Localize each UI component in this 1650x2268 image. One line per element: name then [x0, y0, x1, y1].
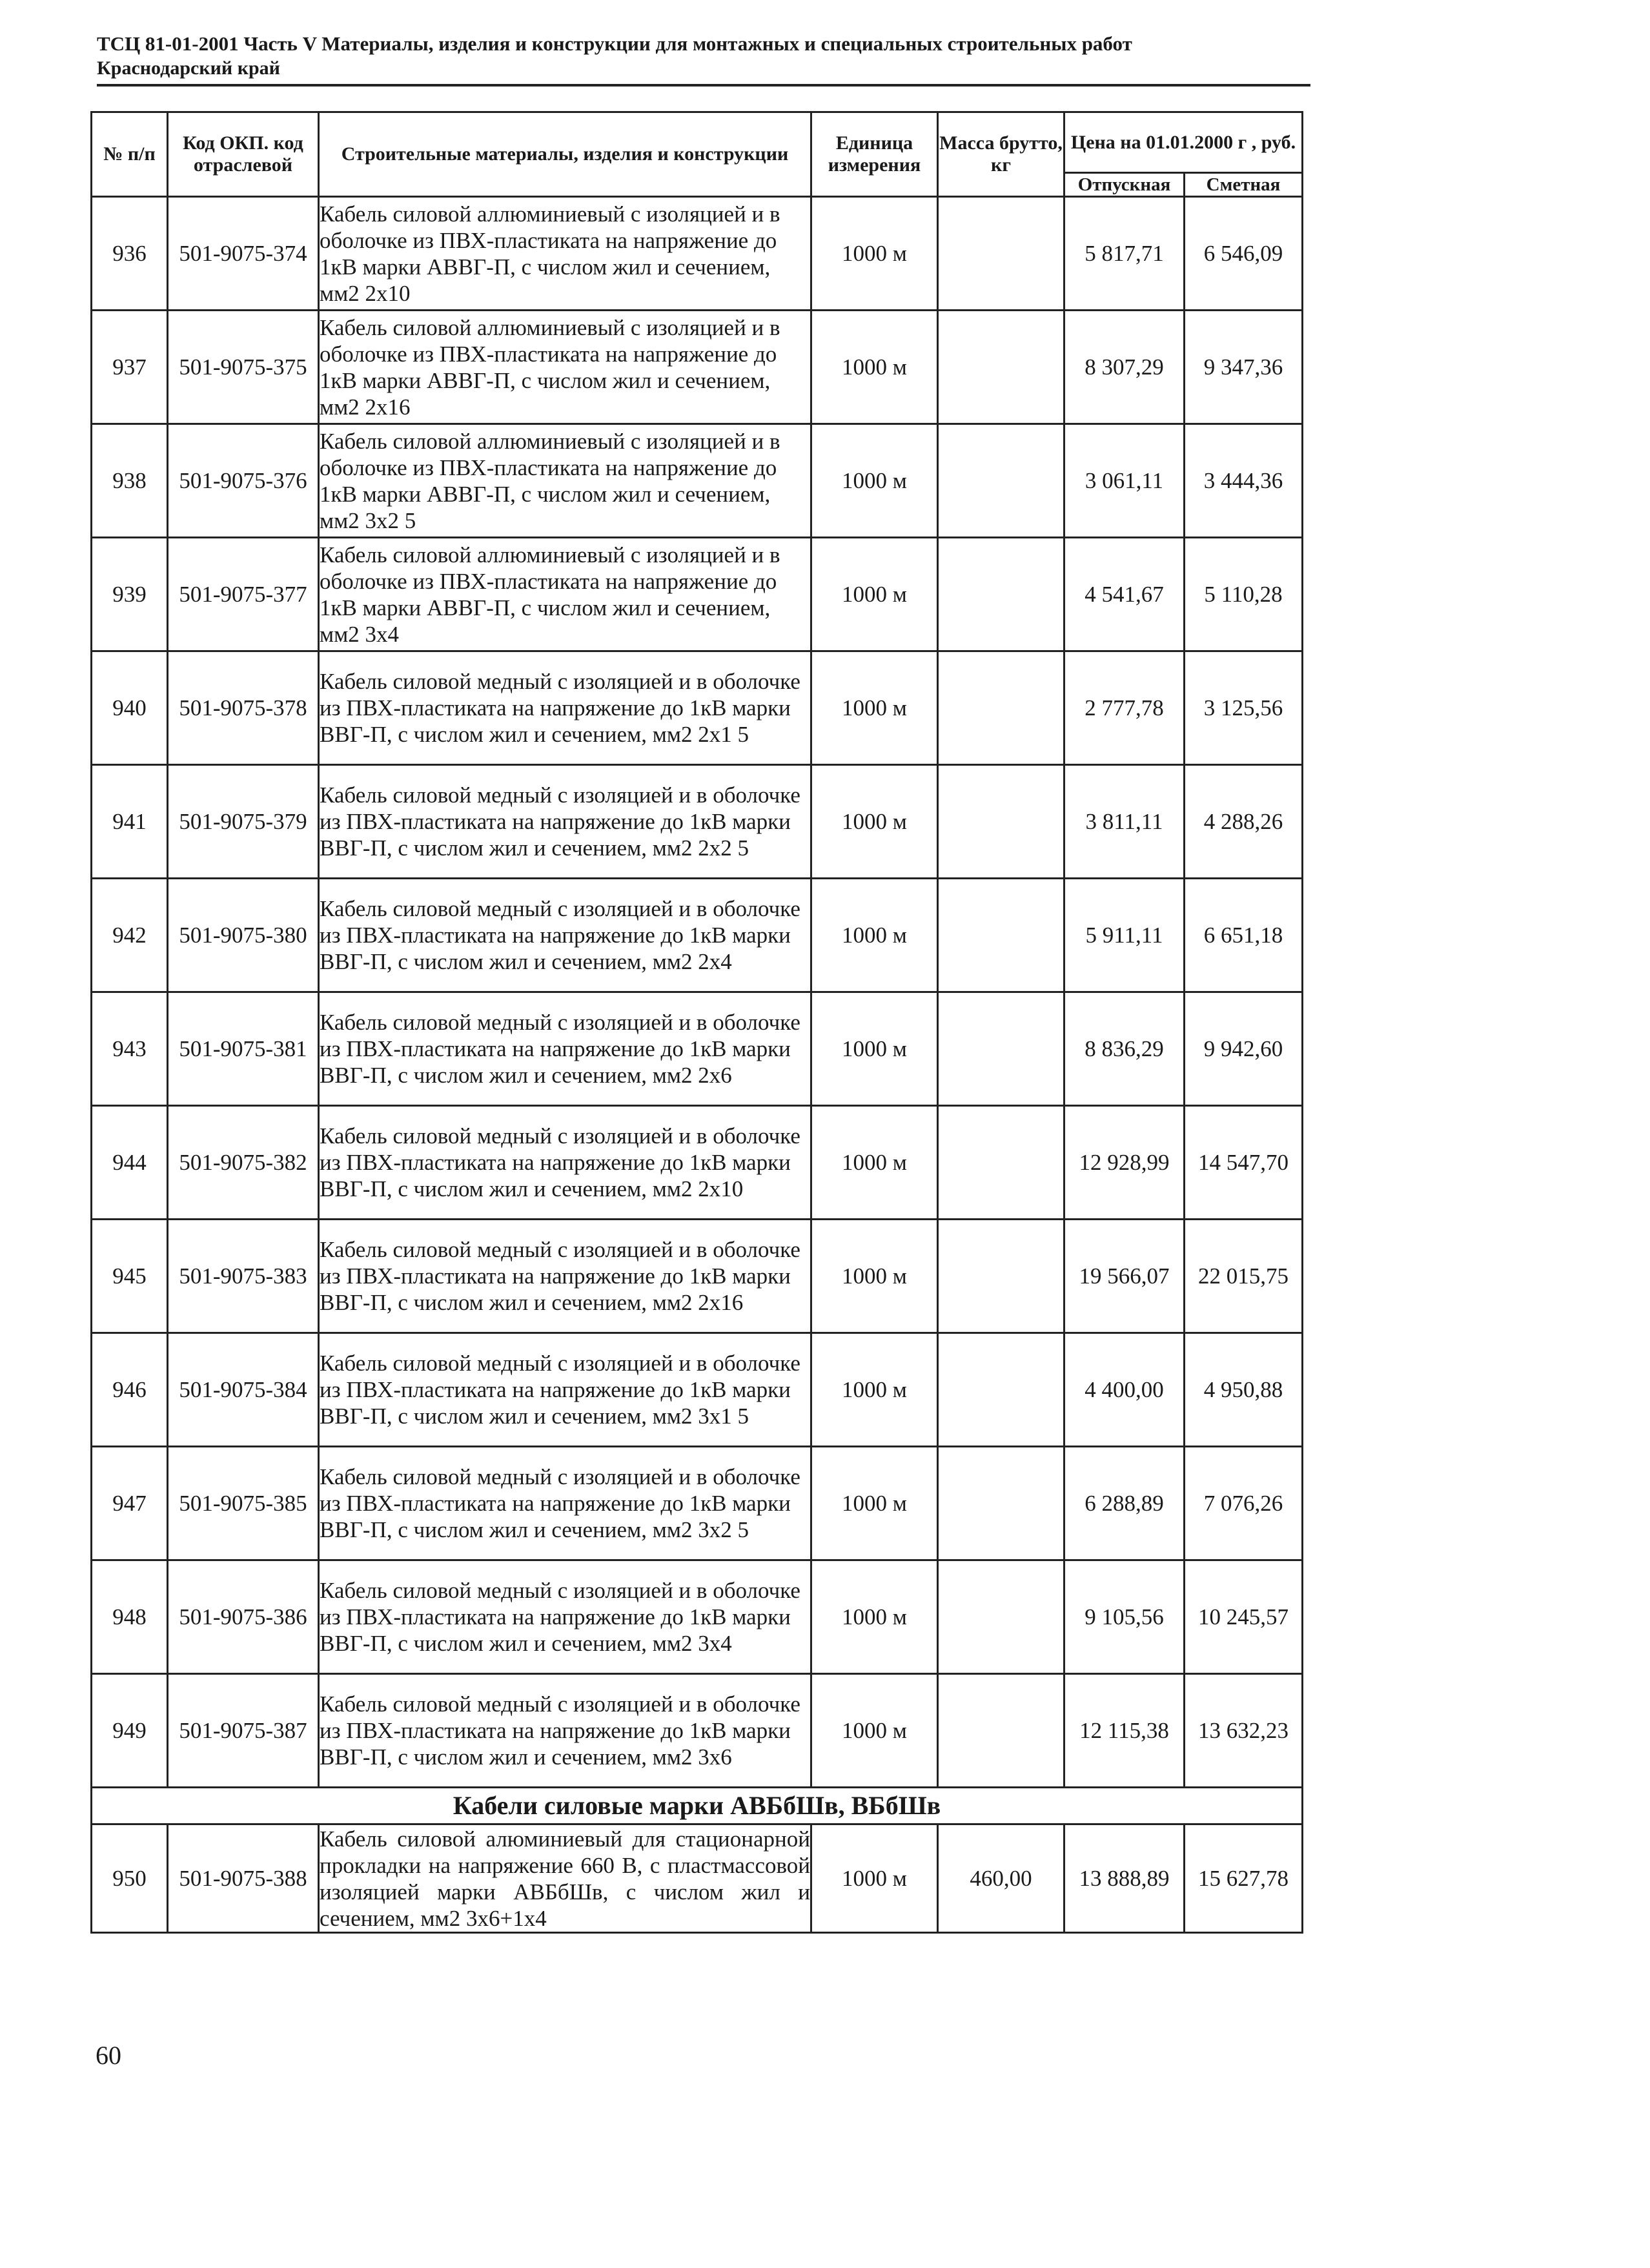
- cell-num: 940: [92, 651, 168, 765]
- cell-desc: Кабель силовой медный с изоляцией и в оболочке из ПВХ-пластиката на напряжение до 1кВ марки ВВГ-П, с числом жил и сечением, мм2 2х4: [319, 879, 811, 992]
- cell-price-estimate: 13 632,23: [1185, 1674, 1303, 1788]
- table-row: [92, 538, 1303, 651]
- cell-price-estimate: 5 110,28: [1185, 538, 1303, 651]
- cell-mass: 460,00: [938, 1824, 1064, 1933]
- cell-mass: [938, 1106, 1064, 1220]
- cell-num: 948: [92, 1560, 168, 1674]
- cell-num: 949: [92, 1674, 168, 1788]
- cell-price-release: 8 836,29: [1064, 992, 1185, 1106]
- cell-desc: Кабель силовой медный с изоляцией и в оболочке из ПВХ-пластиката на напряжение до 1кВ марки ВВГ-П, с числом жил и сечением, мм2 2х1 5: [319, 651, 811, 765]
- cell-unit: 1000 м: [811, 1220, 938, 1333]
- cell-desc: Кабель силовой аллюминиевый с изоляцией и в оболочке из ПВХ-пластиката на напряжение до 1кВ марки АВВГ-П, с числом жил и сечением, мм2 2х10: [319, 197, 811, 311]
- cell-price-release: 4 541,67: [1064, 538, 1185, 651]
- cell-mass: [938, 651, 1064, 765]
- cell-num: 946: [92, 1333, 168, 1447]
- table-row: [92, 1333, 1303, 1447]
- cell-code: 501-9075-379: [168, 765, 319, 879]
- cell-price-release: 13 888,89: [1064, 1824, 1185, 1933]
- page-number: 60: [96, 2041, 121, 2070]
- cell-num: 944: [92, 1106, 168, 1220]
- header-price-release: Отпускная: [1064, 173, 1185, 197]
- cell-price-estimate: 15 627,78: [1185, 1824, 1303, 1933]
- cell-price-estimate: 10 245,57: [1185, 1560, 1303, 1674]
- header-price-estimate: Сметная: [1185, 173, 1303, 197]
- table-row: [92, 1824, 1303, 1933]
- cell-price-estimate: 4 288,26: [1185, 765, 1303, 879]
- cell-price-release: 2 777,78: [1064, 651, 1185, 765]
- cell-code: 501-9075-377: [168, 538, 319, 651]
- cell-price-release: 12 928,99: [1064, 1106, 1185, 1220]
- cell-price-release: 5 817,71: [1064, 197, 1185, 311]
- header-mass: Масса брутто, кг: [938, 112, 1064, 197]
- cell-desc: Кабель силовой медный с изоляцией и в оболочке из ПВХ-пластиката на напряжение до 1кВ марки ВВГ-П, с числом жил и сечением, мм2 2х10: [319, 1106, 811, 1220]
- cell-code: 501-9075-382: [168, 1106, 319, 1220]
- cell-price-estimate: 3 125,56: [1185, 651, 1303, 765]
- cell-price-release: 12 115,38: [1064, 1674, 1185, 1788]
- cell-price-estimate: 6 546,09: [1185, 197, 1303, 311]
- table-row: [92, 1106, 1303, 1220]
- cell-price-estimate: 7 076,26: [1185, 1447, 1303, 1560]
- cell-price-estimate: 14 547,70: [1185, 1106, 1303, 1220]
- cell-mass: [938, 424, 1064, 538]
- document-header: [97, 31, 1323, 80]
- cell-price-release: 3 811,11: [1064, 765, 1185, 879]
- cell-code: 501-9075-384: [168, 1333, 319, 1447]
- cell-desc: Кабель силовой медный с изоляцией и в оболочке из ПВХ-пластиката на напряжение до 1кВ марки ВВГ-П, с числом жил и сечением, мм2 2х6: [319, 992, 811, 1106]
- cell-desc: Кабель силовой медный с изоляцией и в оболочке из ПВХ-пластиката на напряжение до 1кВ марки ВВГ-П, с числом жил и сечением, мм2 3х4: [319, 1560, 811, 1674]
- cell-unit: 1000 м: [811, 765, 938, 879]
- cell-code: 501-9075-378: [168, 651, 319, 765]
- table-row: [92, 1560, 1303, 1674]
- cell-mass: [938, 992, 1064, 1106]
- cell-price-release: 5 911,11: [1064, 879, 1185, 992]
- cell-num: 936: [92, 197, 168, 311]
- cell-code: 501-9075-388: [168, 1824, 319, 1933]
- cell-price-release: 4 400,00: [1064, 1333, 1185, 1447]
- cell-desc: Кабель силовой медный с изоляцией и в оболочке из ПВХ-пластиката на напряжение до 1кВ марки ВВГ-П, с числом жил и сечением, мм2 3х6: [319, 1674, 811, 1788]
- cell-unit: 1000 м: [811, 1106, 938, 1220]
- header-num: № п/п: [92, 112, 168, 197]
- cell-num: 937: [92, 311, 168, 424]
- table-row: [92, 765, 1303, 879]
- cell-desc: Кабель силовой алюминиевый для стационарной прокладки на напряжение 660 В, с пластмассовой изоляцией марки АВБбШв, с числом жил и сечением, мм2 3х6+1х4: [319, 1824, 811, 1933]
- cell-code: 501-9075-386: [168, 1560, 319, 1674]
- table-row: [92, 311, 1303, 424]
- cell-unit: 1000 м: [811, 1674, 938, 1788]
- cell-mass: [938, 538, 1064, 651]
- cell-unit: 1000 м: [811, 992, 938, 1106]
- cell-mass: [938, 1447, 1064, 1560]
- cell-desc: Кабель силовой аллюминиевый с изоляцией и в оболочке из ПВХ-пластиката на напряжение до 1кВ марки АВВГ-П, с числом жил и сечением, мм2 3х4: [319, 538, 811, 651]
- cell-mass: [938, 197, 1064, 311]
- cell-unit: 1000 м: [811, 1560, 938, 1674]
- header-divider: [97, 84, 1310, 87]
- cell-desc: Кабель силовой медный с изоляцией и в оболочке из ПВХ-пластиката на напряжение до 1кВ марки ВВГ-П, с числом жил и сечением, мм2 2х2 5: [319, 765, 811, 879]
- cell-unit: 1000 м: [811, 1333, 938, 1447]
- cell-price-estimate: 3 444,36: [1185, 424, 1303, 538]
- cell-unit: 1000 м: [811, 538, 938, 651]
- cell-unit: 1000 м: [811, 197, 938, 311]
- cell-unit: 1000 м: [811, 311, 938, 424]
- table-row: [92, 197, 1303, 311]
- cell-price-release: 6 288,89: [1064, 1447, 1185, 1560]
- cell-mass: [938, 1560, 1064, 1674]
- cell-num: 938: [92, 424, 168, 538]
- cell-unit: 1000 м: [811, 424, 938, 538]
- cell-mass: [938, 1674, 1064, 1788]
- cell-price-estimate: 4 950,88: [1185, 1333, 1303, 1447]
- cell-price-estimate: 9 347,36: [1185, 311, 1303, 424]
- section-title: Кабели силовые марки АВБбШв, ВБбШв: [92, 1788, 1303, 1824]
- header-code: Код ОКП. код отраслевой: [168, 112, 319, 197]
- cell-code: 501-9075-375: [168, 311, 319, 424]
- cell-num: 943: [92, 992, 168, 1106]
- cell-num: 941: [92, 765, 168, 879]
- table-row: [92, 424, 1303, 538]
- table-row: [92, 992, 1303, 1106]
- cell-price-estimate: 6 651,18: [1185, 879, 1303, 992]
- cell-num: 939: [92, 538, 168, 651]
- cell-mass: [938, 1333, 1064, 1447]
- cell-price-estimate: 9 942,60: [1185, 992, 1303, 1106]
- cell-code: 501-9075-387: [168, 1674, 319, 1788]
- cell-unit: 1000 м: [811, 1447, 938, 1560]
- cell-unit: 1000 м: [811, 651, 938, 765]
- cell-mass: [938, 311, 1064, 424]
- header-region: Краснодарский край: [97, 57, 280, 79]
- cell-price-release: 19 566,07: [1064, 1220, 1185, 1333]
- cell-desc: Кабель силовой аллюминиевый с изоляцией и в оболочке из ПВХ-пластиката на напряжение до 1кВ марки АВВГ-П, с числом жил и сечением, мм2 2х16: [319, 311, 811, 424]
- cell-num: 947: [92, 1447, 168, 1560]
- cell-price-release: 8 307,29: [1064, 311, 1185, 424]
- cell-desc: Кабель силовой аллюминиевый с изоляцией и в оболочке из ПВХ-пластиката на напряжение до 1кВ марки АВВГ-П, с числом жил и сечением, мм2 3х2 5: [319, 424, 811, 538]
- header-material: Строительные материалы, изделия и конструкции: [319, 112, 811, 197]
- cell-code: 501-9075-376: [168, 424, 319, 538]
- cell-num: 950: [92, 1824, 168, 1933]
- cell-desc: Кабель силовой медный с изоляцией и в оболочке из ПВХ-пластиката на напряжение до 1кВ марки ВВГ-П, с числом жил и сечением, мм2 2х16: [319, 1220, 811, 1333]
- cell-desc: Кабель силовой медный с изоляцией и в оболочке из ПВХ-пластиката на напряжение до 1кВ марки ВВГ-П, с числом жил и сечением, мм2 3х2 5: [319, 1447, 811, 1560]
- table-row: [92, 1447, 1303, 1560]
- table-row: [92, 1220, 1303, 1333]
- cell-num: 942: [92, 879, 168, 992]
- cell-mass: [938, 1220, 1064, 1333]
- header-title: ТСЦ 81-01-2001 Часть V Материалы, изделия и конструкции для монтажных и специальных строительных работ: [97, 32, 1132, 55]
- cell-price-release: 9 105,56: [1064, 1560, 1185, 1674]
- cell-code: 501-9075-385: [168, 1447, 319, 1560]
- price-table: [90, 111, 1303, 1934]
- header-unit: Единица измерения: [811, 112, 938, 197]
- cell-mass: [938, 765, 1064, 879]
- cell-code: 501-9075-380: [168, 879, 319, 992]
- section-row: [92, 1788, 1303, 1824]
- header-price: Цена на 01.01.2000 г , руб.: [1064, 112, 1303, 173]
- cell-code: 501-9075-383: [168, 1220, 319, 1333]
- cell-price-estimate: 22 015,75: [1185, 1220, 1303, 1333]
- cell-desc: Кабель силовой медный с изоляцией и в оболочке из ПВХ-пластиката на напряжение до 1кВ марки ВВГ-П, с числом жил и сечением, мм2 3х1 5: [319, 1333, 811, 1447]
- cell-code: 501-9075-381: [168, 992, 319, 1106]
- cell-price-release: 3 061,11: [1064, 424, 1185, 538]
- table-row: [92, 651, 1303, 765]
- cell-mass: [938, 879, 1064, 992]
- table-row: [92, 1674, 1303, 1788]
- cell-num: 945: [92, 1220, 168, 1333]
- cell-code: 501-9075-374: [168, 197, 319, 311]
- cell-unit: 1000 м: [811, 1824, 938, 1933]
- cell-unit: 1000 м: [811, 879, 938, 992]
- table-row: [92, 879, 1303, 992]
